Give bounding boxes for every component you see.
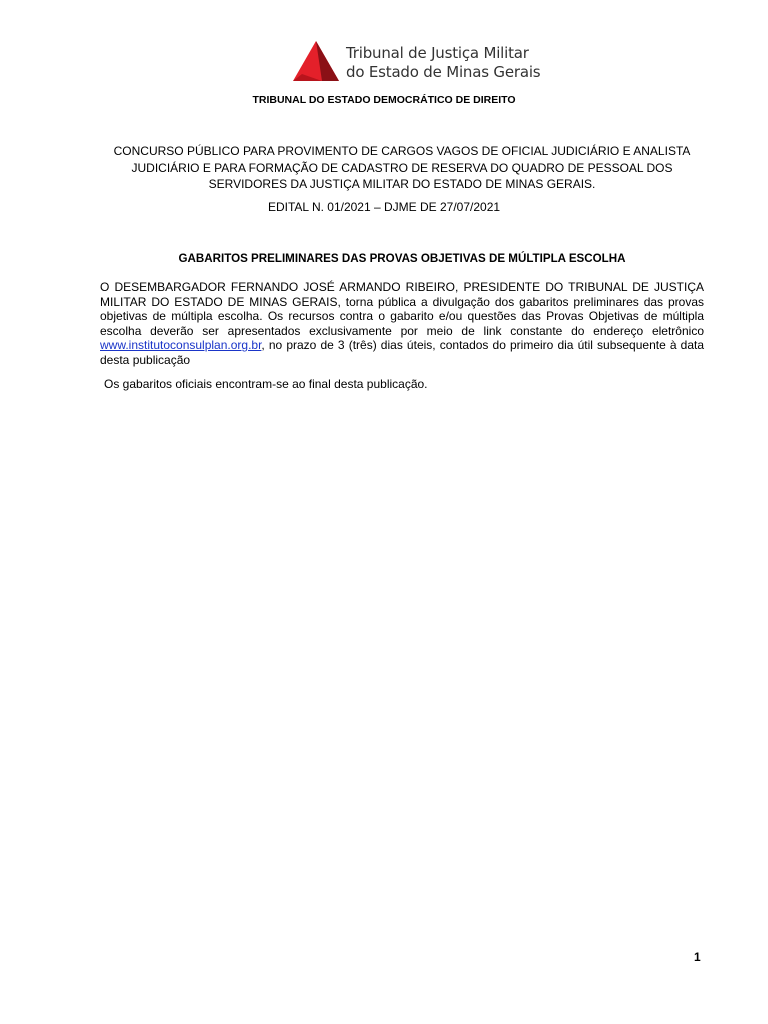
body-text-after-link: , no prazo de 3 (três) dias úteis, contados do primeiro dia útil subsequente à data desta publicação <box>100 338 704 367</box>
consulplan-link[interactable]: www.institutoconsulplan.org.br <box>100 338 262 353</box>
document-title-line3: SERVIDORES DA JUSTIÇA MILITAR DO ESTADO DE MINAS GERAIS. <box>208 177 596 191</box>
red-triangle-logo-icon <box>292 40 340 82</box>
edital-reference: EDITAL N. 01/2021 – DJME DE 27/07/2021 <box>267 200 501 214</box>
note-text: Os gabaritos oficiais encontram-se ao final desta publicação. <box>104 377 428 391</box>
document-title <box>100 143 704 193</box>
organization-name-line1: Tribunal de Justiça Militar <box>346 44 529 62</box>
organization-name <box>346 44 540 82</box>
body-paragraph <box>100 280 704 368</box>
body-text-before-link: O DESEMBARGADOR FERNANDO JOSÉ ARMANDO RIBEIRO, PRESIDENTE DO TRIBUNAL DE JUSTIÇA MILITAR DO ESTADO DE MINAS GERAIS, torna pública a divulgação dos gabaritos preliminares das provas objetivas de múltipla escolha. Os recursos contra o gabarito e/ou questões das Provas Objetivas de múltipla escolha deverão ser apresentados exclusivamente por meio de link constante do endereço eletrônico <box>100 280 704 338</box>
document-title-line2: JUDICIÁRIO E PARA FORMAÇÃO DE CADASTRO DE RESERVA DO QUADRO DE PESSOAL DOS <box>131 160 673 175</box>
header-logo <box>292 40 540 82</box>
organization-name-line2: do Estado de Minas Gerais <box>346 63 541 81</box>
tagline: TRIBUNAL DO ESTADO DEMOCRÁTICO DE DIREITO <box>252 94 516 106</box>
document-title-line1: CONCURSO PÚBLICO PARA PROVIMENTO DE CARGOS VAGOS DE OFICIAL JUDICIÁRIO E ANALISTA <box>113 144 691 158</box>
section-title: GABARITOS PRELIMINARES DAS PROVAS OBJETIVAS DE MÚLTIPLA ESCOLHA <box>178 252 626 265</box>
page-number: 1 <box>694 950 701 964</box>
